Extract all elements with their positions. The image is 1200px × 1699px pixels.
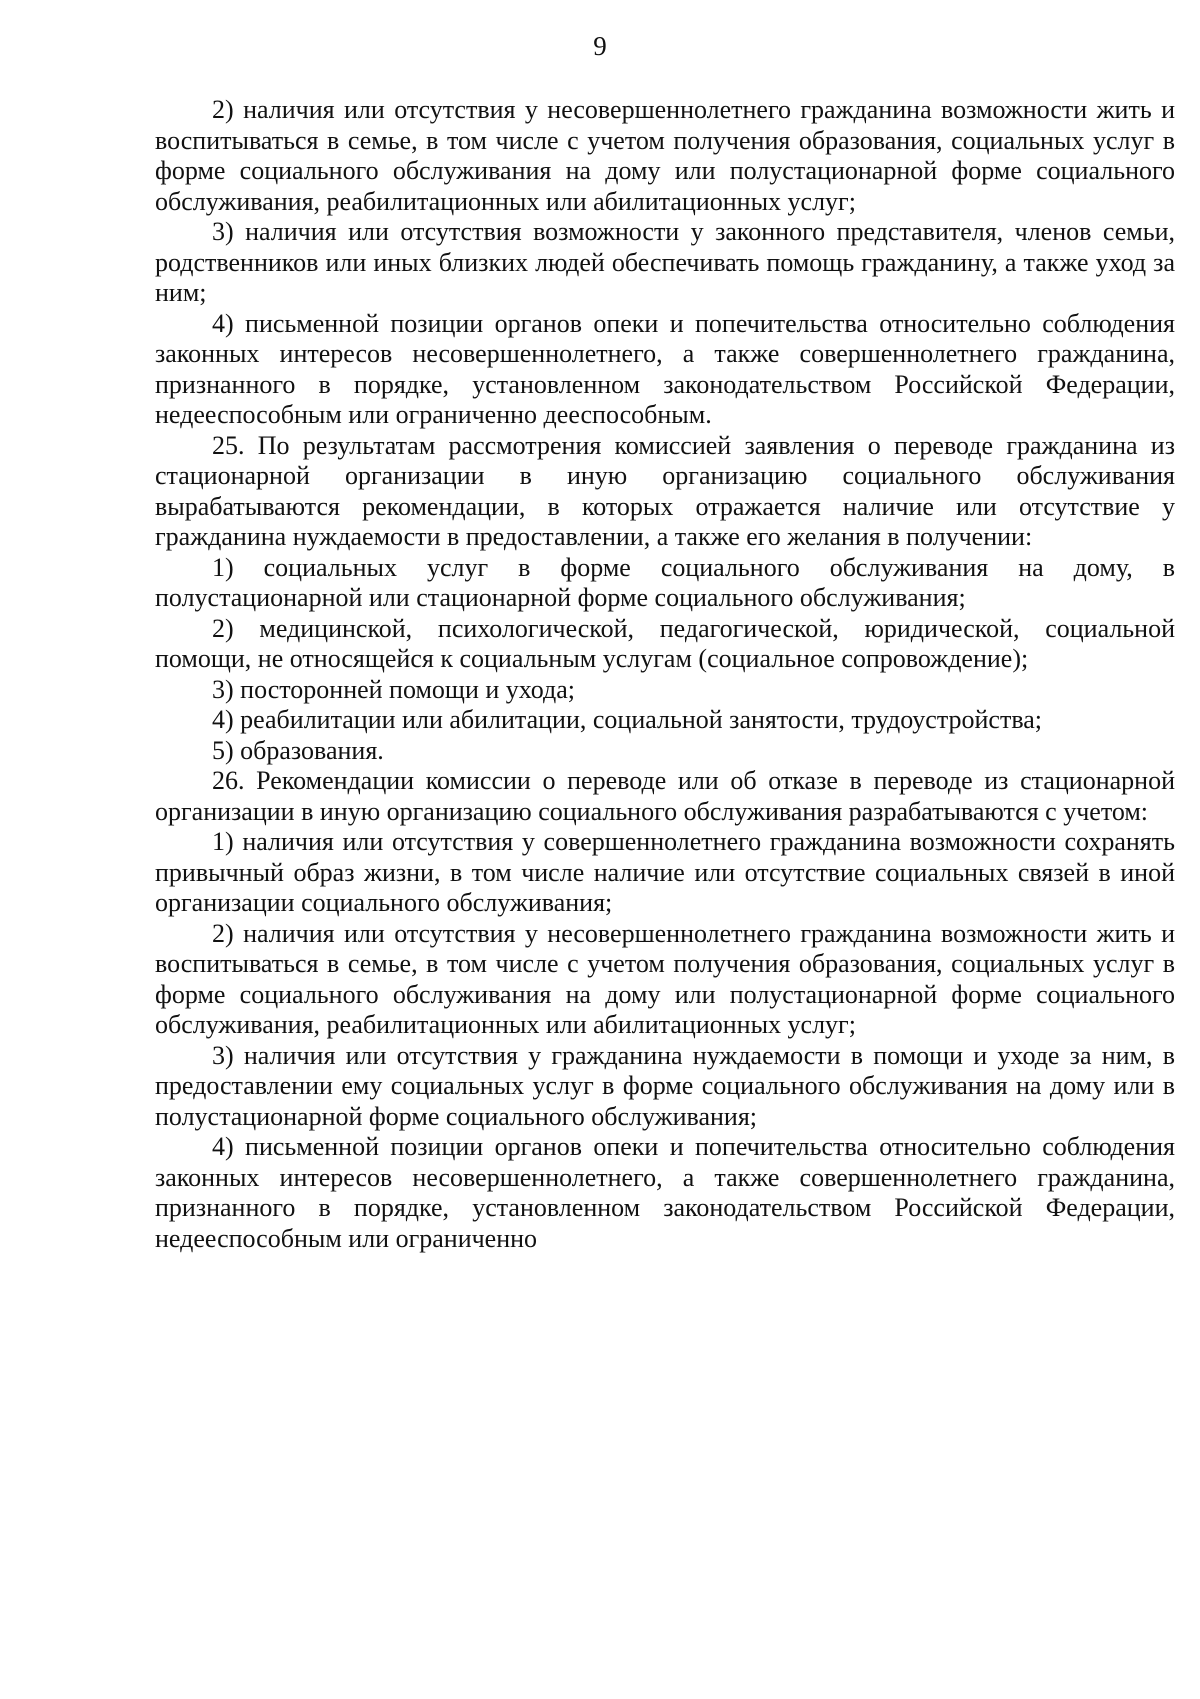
document-body: [155, 95, 1175, 1254]
paragraph-clause-26-item-2: 2) наличия или отсутствия у несовершеннолетнего гражданина возможности жить и воспитываться в семье, в том числе с учетом получения образования, социальных услуг в форме социального обслуживания на дому или полустационарной форме социального обслуживания, реабилитационных или абилитационных услуг;: [155, 918, 1175, 1039]
page-number: 9: [593, 31, 607, 61]
paragraph-clause-26-item-4: 4) письменной позиции органов опеки и попечительства относительно соблюдения законных интересов несовершеннолетнего, а также совершеннолетнего гражданина, признанного в порядке, установленном законодательством Российской Федерации, недееспособным или ограниченно: [155, 1132, 1175, 1253]
paragraph-item-2-minor: 2) наличия или отсутствия у несовершеннолетнего гражданина возможности жить и воспитываться в семье, в том числе с учетом получения образования, социальных услуг в форме социального обслуживания на дому или полустационарной форме социального обслуживания, реабилитационных или абилитационных услуг;: [155, 95, 1175, 216]
paragraph-clause-26: 26. Рекомендации комиссии о переводе или об отказе в переводе из стационарной организации в иную организацию социального обслуживания разрабатываются с учетом:: [155, 766, 1175, 826]
paragraph-item-4-guardianship: 4) письменной позиции органов опеки и попечительства относительно соблюдения законных интересов несовершеннолетнего, а также совершеннолетнего гражданина, признанного в порядке, установленном законодательством Российской Федерации, недееспособным или ограниченно дееспособным.: [155, 308, 1175, 429]
paragraph-clause-25-item-2: 2) медицинской, психологической, педагогической, юридической, социальной помощи, не относящейся к социальным услугам (социальное сопровождение);: [155, 613, 1175, 673]
paragraph-clause-26-item-3: 3) наличия или отсутствия у гражданина нуждаемости в помощи и уходе за ним, в предоставлении ему социальных услуг в форме социального обслуживания на дому или в полустационарной форме социального обслуживания;: [155, 1040, 1175, 1131]
paragraph-clause-25-item-4: 4) реабилитации или абилитации, социальной занятости, трудоустройства;: [212, 705, 1043, 734]
paragraph-clause-26-item-1: 1) наличия или отсутствия у совершеннолетнего гражданина возможности сохранять привычный образ жизни, в том числе наличие или отсутствие социальных связей в иной организации социального обслуживания;: [155, 827, 1175, 917]
paragraph-clause-25: 25. По результатам рассмотрения комиссией заявления о переводе гражданина из стационарной организации в иную организацию социального обслуживания вырабатываются рекомендации, в которых отражается наличие или отсутствие у гражданина нуждаемости в предоставлении, а также его желания в получении:: [155, 430, 1175, 551]
paragraph-clause-25-item-5: 5) образования.: [212, 735, 384, 765]
paragraph-clause-25-item-1: 1) социальных услуг в форме социального обслуживания на дому, в полустационарной или стационарной форме социального обслуживания;: [155, 552, 1175, 612]
paragraph-item-3-family-help: 3) наличия или отсутствия возможности у законного представителя, членов семьи, родственников или иных близких людей обеспечивать помощь гражданину, а также уход за ним;: [155, 217, 1175, 307]
paragraph-clause-25-item-3: 3) посторонней помощи и ухода;: [212, 674, 576, 704]
